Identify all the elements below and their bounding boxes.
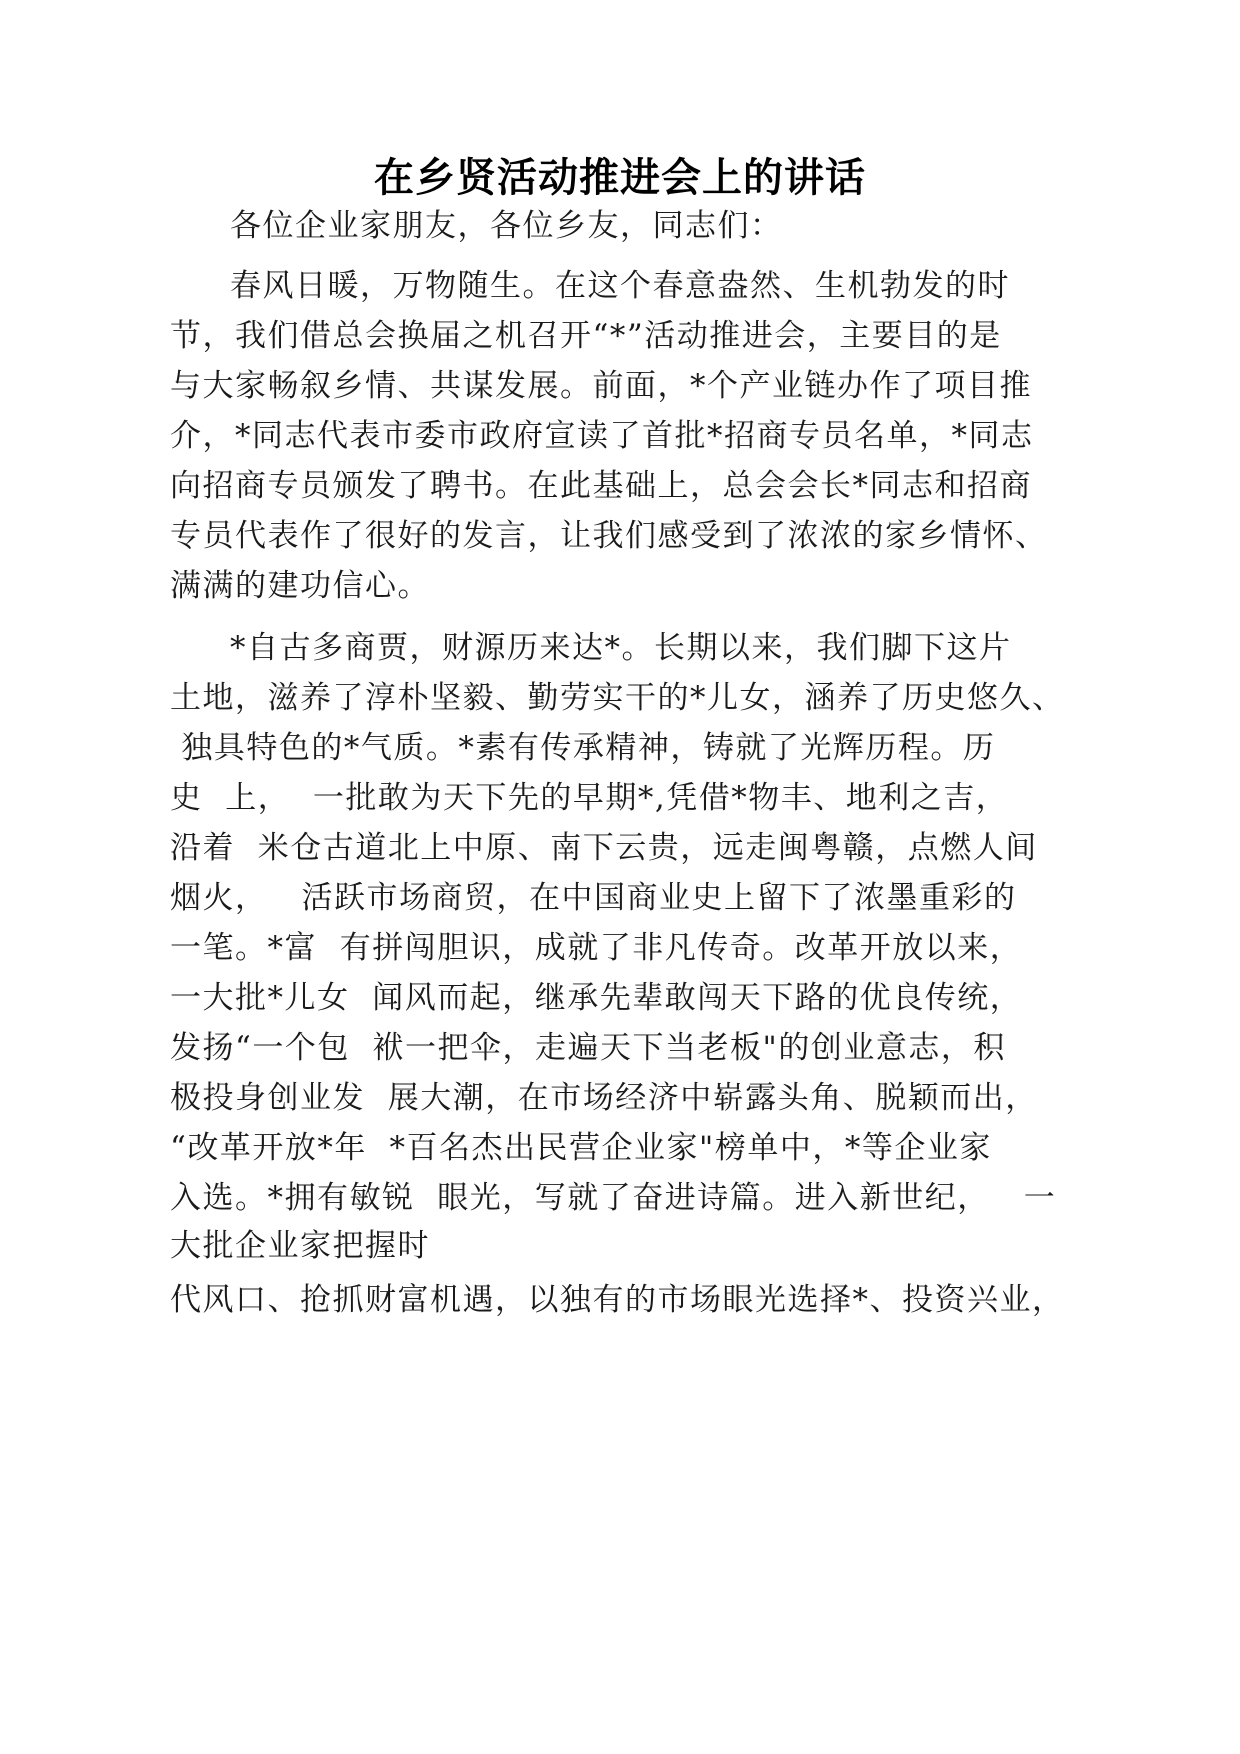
paragraph-1-line: 介，*同志代表市委市政府宣读了首批*招商专员名单，*同志 — [170, 418, 1034, 454]
paragraph-1-line: 向招商专员颁发了聘书。在此基础上，总会会长*同志和招商 — [170, 468, 1032, 504]
greeting-line: 各位企业家朋友，各位乡友，同志们： — [230, 208, 783, 244]
paragraph-2-line: *自古多商贾，财源历来达*。长期以来，我们脚下这片 — [230, 630, 1012, 666]
paragraph-1-line: 满满的建功信心。 — [170, 568, 430, 604]
paragraph-2-line: 土地，滋养了淳朴坚毅、勤劳实干的*儿女，涵养了历史悠久、 — [170, 680, 1065, 716]
paragraph-2-line: 一大批*儿女 闻风而起，继承先辈敢闯天下路的优良传统， — [170, 980, 1023, 1016]
paragraph-2-line: 史 上， 一批敢为天下先的早期*,凭借*物丰、地利之吉， — [170, 780, 1009, 816]
paragraph-1-line: 专员代表作了很好的发言，让我们感受到了浓浓的家乡情怀、 — [170, 518, 1048, 554]
paragraph-2-line: 一笔。*富 有拼闯胆识，成就了非凡传奇。改革开放以来， — [170, 930, 1023, 966]
paragraph-1-line: 春风日暖，万物随生。在这个春意盎然、生机勃发的时 — [230, 268, 1010, 304]
paragraph-2-line: 发扬“一个包 袱一把伞，走遍天下当老板"的创业意志，积 — [170, 1030, 1006, 1066]
page-title: 在乡贤活动推进会上的讲话 — [374, 155, 866, 201]
paragraph-2-line: 烟火， 活跃市场商贸，在中国商业史上留下了浓墨重彩的 — [170, 880, 1017, 916]
paragraph-2-line: 入选。*拥有敏锐 眼光，写就了奋进诗篇。进入新世纪， 一 — [170, 1180, 1057, 1216]
paragraph-2-line: 大批企业家把握时 — [170, 1228, 430, 1264]
paragraph-1-line: 与大家畅叙乡情、共谋发展。前面，*个产业链办作了项目推 — [170, 368, 1032, 404]
paragraph-1-line: 节，我们借总会换届之机召开“*”活动推进会，主要目的是 — [170, 318, 1002, 354]
paragraph-2-line: “改革开放*年 *百名杰出民营企业家"榜单中，*等企业家 — [170, 1130, 992, 1166]
paragraph-2-line: 沿着 米仓古道北上中原、南下云贵，远走闽粤赣，点燃人间 — [170, 830, 1038, 866]
paragraph-2-line: 极投身创业发 展大潮，在市场经济中崭露头角、脱颖而出， — [170, 1080, 1038, 1116]
paragraph-2-line: 代风口、抢抓财富机遇，以独有的市场眼光选择*、投资兴业， — [170, 1282, 1065, 1318]
paragraph-2-line: 独具特色的*气质。*素有传承精神，铸就了光辉历程。历 — [170, 730, 996, 766]
